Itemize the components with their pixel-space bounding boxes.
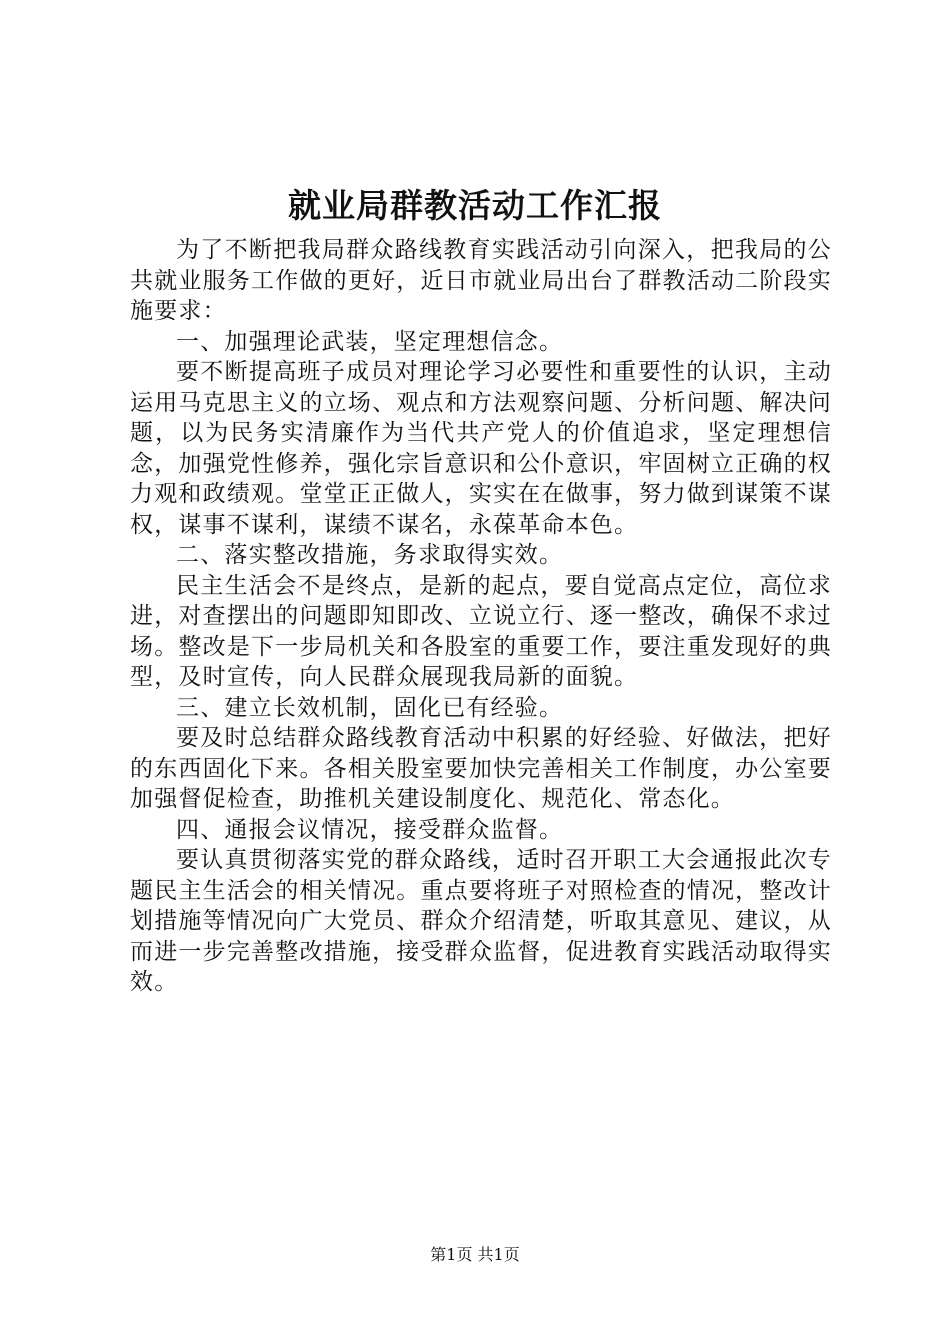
document-body	[130, 235, 832, 998]
section-body-3: 要及时总结群众路线教育活动中积累的好经验、好做法，把好的东西固化下来。各相关股室要加快完善相关工作制度，办公室要加强督促检查，助推机关建设制度化、规范化、常态化。	[130, 725, 832, 812]
section-body-4: 要认真贯彻落实党的群众路线，适时召开职工大会通报此次专题民主生活会的相关情况。重点要将班子对照检查的情况，整改计划措施等情况向广大党员、群众介绍清楚，听取其意见、建议，从而进一步完善整改措施，接受群众监督，促进教育实践活动取得实效。	[130, 847, 832, 995]
section-body-1: 要不断提高班子成员对理论学习必要性和重要性的认识，主动运用马克思主义的立场、观点和方法观察问题、分析问题、解决问题，以为民务实清廉作为当代共产党人的价值追求，坚定理想信念，加强党性修养，强化宗旨意识和公仆意识，牢固树立正确的权力观和政绩观。堂堂正正做人，实实在在做事，努力做到谋策不谋权，谋事不谋利，谋绩不谋名，永葆革命本色。	[130, 359, 832, 538]
section-heading-4: 四、通报会议情况，接受群众监督。	[176, 816, 564, 843]
page-total: 共1页	[477, 1245, 520, 1264]
section-body-2: 民主生活会不是终点，是新的起点，要自觉高点定位，高位求进，对查摆出的问题即知即改、立说立行、逐一整改，确保不求过场。整改是下一步局机关和各股室的重要工作，要注重发现好的典型，及时宣传，向人民群众展现我局新的面貌。	[130, 572, 832, 690]
section-heading-1: 一、加强理论武装，坚定理想信念。	[176, 328, 564, 355]
document-title: 就业局群教活动工作汇报	[288, 186, 662, 225]
page-number: 第1页	[430, 1245, 473, 1264]
section-heading-2: 二、落实整改措施，务求取得实效。	[176, 542, 564, 568]
section-heading-3: 三、建立长效机制，固化已有经验。	[176, 694, 564, 721]
intro-paragraph: 为了不断把我局群众路线教育实践活动引向深入，把我局的公共就业服务工作做的更好，近日市就业局出台了群教活动二阶段实施要求：	[130, 237, 832, 324]
page-footer	[0, 1244, 950, 1266]
